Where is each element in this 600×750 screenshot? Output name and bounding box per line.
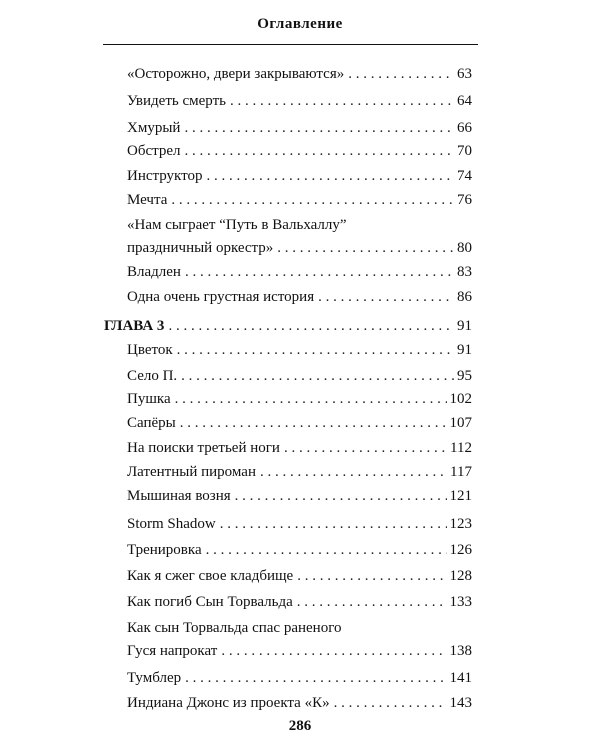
toc-entry-page: 91 xyxy=(457,342,472,358)
toc-entry xyxy=(127,188,472,212)
dot-leader xyxy=(175,387,447,411)
toc-entry-page: 121 xyxy=(449,488,472,504)
toc-entry-page: 128 xyxy=(449,568,472,584)
toc-entry xyxy=(127,62,472,86)
toc-entry xyxy=(127,666,472,690)
toc-entry-title: Storm Shadow xyxy=(127,516,216,532)
toc-entry xyxy=(127,484,472,508)
toc-entry-page: 143 xyxy=(449,695,472,711)
page-number: 286 xyxy=(288,718,312,734)
toc-entry-title: Пушка xyxy=(127,391,171,407)
dot-leader xyxy=(284,436,447,460)
toc-entry-page: 63 xyxy=(457,66,472,82)
toc-entry xyxy=(127,139,472,163)
toc-entry-title: Обстрел xyxy=(127,143,181,159)
toc-entry-page: 126 xyxy=(449,542,472,558)
toc-entry-page: 102 xyxy=(449,391,472,407)
dot-leader xyxy=(260,460,447,484)
chapter-title: ГЛАВА 3 xyxy=(104,318,165,334)
toc-entry-title-line1: Как сын Торвальда спас раненого xyxy=(127,620,342,636)
toc-entry-title-line2: Гуся напрокат xyxy=(127,643,218,659)
toc-entry-title: Латентный пироман xyxy=(127,464,256,480)
toc-entry-page: 107 xyxy=(449,415,472,431)
dot-leader xyxy=(235,484,447,508)
toc-entry-title: Мечта xyxy=(127,192,168,208)
toc-entry-page: 86 xyxy=(457,289,472,305)
toc-entry-title: Как погиб Сын Торвальда xyxy=(127,594,293,610)
toc-entry xyxy=(127,538,472,562)
toc-entry xyxy=(127,260,472,284)
toc-entry-title: «Осторожно, двери закрываются» xyxy=(127,66,345,82)
toc-entry-page: 112 xyxy=(450,440,472,456)
dot-leader xyxy=(181,364,454,388)
toc-entry-title: Тумблер xyxy=(127,670,182,686)
dot-leader xyxy=(334,691,447,715)
dot-leader xyxy=(277,236,454,260)
dot-leader xyxy=(184,116,454,140)
toc-entry-title: Цветок xyxy=(127,342,173,358)
toc-entry-page: 76 xyxy=(457,192,472,208)
toc-entry xyxy=(127,387,472,411)
dot-leader xyxy=(220,512,447,536)
toc-entry-title: Увидеть смерть xyxy=(127,93,226,109)
toc-entry xyxy=(127,116,472,140)
toc-entry-title-line2: праздничный оркестр» xyxy=(127,240,274,256)
dot-leader xyxy=(171,188,454,212)
toc-entry-title-line1: «Нам сыграет “Путь в Вальхаллу” xyxy=(127,217,347,233)
toc-entry xyxy=(127,338,472,362)
toc-entry xyxy=(127,512,472,536)
toc-entry-page: 64 xyxy=(457,93,472,109)
toc-entry-title: Инструктор xyxy=(127,168,203,184)
toc-entry-title: Как я сжег свое кладбище xyxy=(127,568,294,584)
toc-entry xyxy=(127,460,472,484)
toc-chapter-heading xyxy=(104,314,472,338)
toc-entry-page: 138 xyxy=(449,643,472,659)
dot-leader xyxy=(185,666,446,690)
page-header: Оглавление xyxy=(257,16,343,32)
toc-entry xyxy=(127,590,472,614)
toc-entry-page: 74 xyxy=(457,168,472,184)
toc-entry xyxy=(127,691,472,715)
toc-entry-page: 117 xyxy=(450,464,472,480)
dot-leader xyxy=(177,338,454,362)
toc-entry-title: На поиски третьей ноги xyxy=(127,440,280,456)
toc-entry-page: 123 xyxy=(449,516,472,532)
toc-entry-title: Хмурый xyxy=(127,120,181,136)
toc-entry-page: 83 xyxy=(457,264,472,280)
toc-entry xyxy=(127,639,472,663)
toc-entry xyxy=(127,285,472,309)
dot-leader xyxy=(168,314,454,338)
toc-entry-title: Индиана Джонс из проекта «К» xyxy=(127,695,330,711)
toc-entry-title: Сапёры xyxy=(127,415,176,431)
toc-entry-page: 95 xyxy=(457,368,472,384)
dot-leader xyxy=(185,260,454,284)
toc-entry xyxy=(127,164,472,188)
toc-entry-page: 133 xyxy=(449,594,472,610)
dot-leader xyxy=(180,411,447,435)
toc-entry xyxy=(127,364,472,388)
dot-leader xyxy=(297,590,447,614)
dot-leader xyxy=(221,639,446,663)
dot-leader xyxy=(230,89,454,113)
dot-leader xyxy=(185,139,454,163)
toc-entry-page: 66 xyxy=(457,120,472,136)
toc-entry-page: 70 xyxy=(457,143,472,159)
toc-entry-title: Тренировка xyxy=(127,542,202,558)
chapter-page: 91 xyxy=(457,318,472,334)
dot-leader xyxy=(318,285,454,309)
dot-leader xyxy=(348,62,454,86)
toc-entry xyxy=(127,436,472,460)
toc-entry-title: Владлен xyxy=(127,264,181,280)
toc-entry xyxy=(127,411,472,435)
toc-entry xyxy=(127,89,472,113)
header-rule xyxy=(103,44,478,45)
toc-entry-page: 141 xyxy=(449,670,472,686)
toc-entry-title: Мышиная возня xyxy=(127,488,231,504)
toc-entry-title: Одна очень грустная история xyxy=(127,289,315,305)
dot-leader xyxy=(206,538,447,562)
dot-leader xyxy=(207,164,454,188)
toc-entry xyxy=(127,564,472,588)
toc-entry xyxy=(127,236,472,260)
toc-entry-page: 80 xyxy=(457,240,472,256)
toc-entry-title: Село П. xyxy=(127,368,178,384)
dot-leader xyxy=(297,564,446,588)
